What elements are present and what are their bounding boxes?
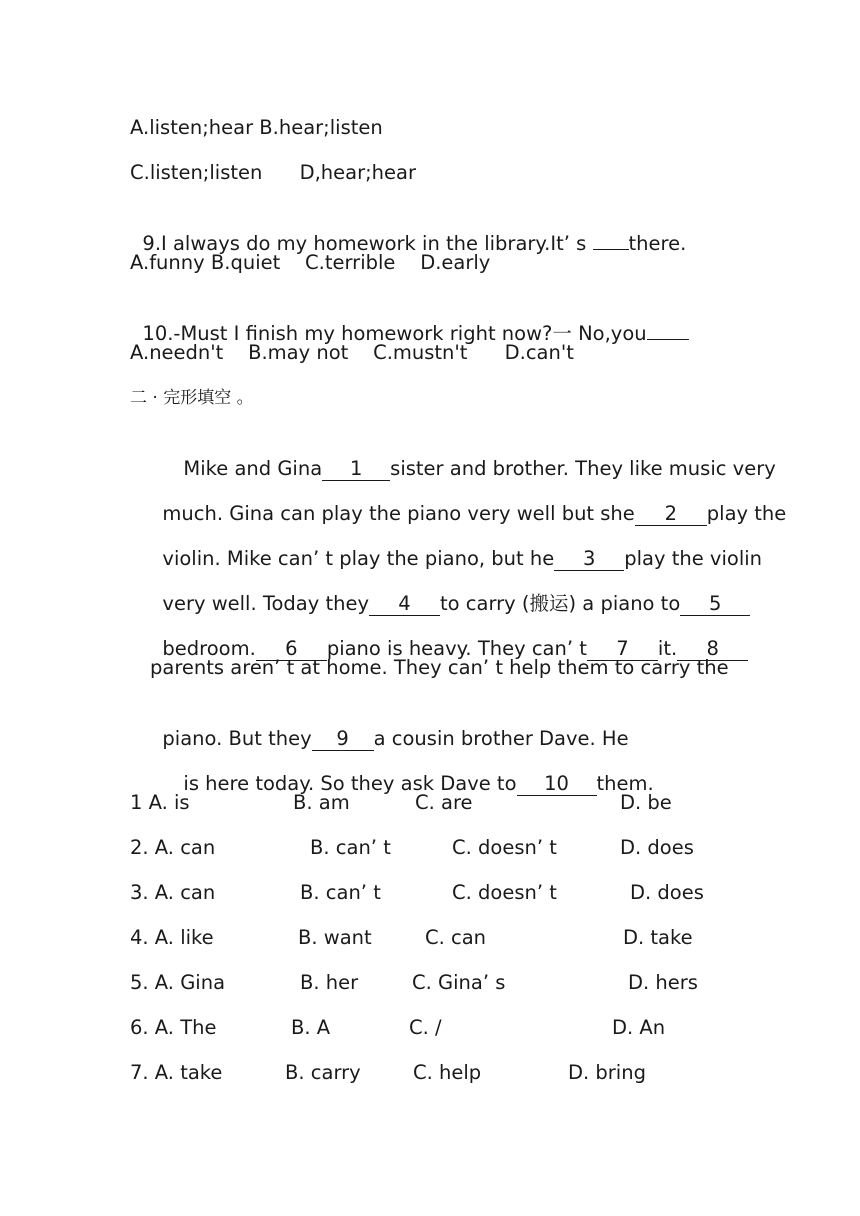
question-9-options: A.funny B.quiet C.terrible D.early: [130, 251, 491, 274]
option-d[interactable]: D. be: [620, 791, 672, 814]
option-b[interactable]: B. want: [298, 926, 372, 949]
option-b[interactable]: B. A: [291, 1016, 331, 1039]
passage-line-7: [150, 700, 629, 750]
option-d[interactable]: D. bring: [568, 1061, 646, 1084]
question-9: [130, 205, 687, 255]
prev-options-line-2: C.listen;listen D,hear;hear: [130, 161, 416, 184]
option-c[interactable]: C. /: [409, 1016, 442, 1039]
option-a[interactable]: 3. A. can: [130, 881, 216, 904]
passage-text: is here today. So they ask Dave to: [183, 772, 517, 795]
question-10-stem: 10.-Must I finish my homework right now?一 No,you: [142, 322, 647, 345]
option-b[interactable]: B. am: [293, 791, 350, 814]
option-d[interactable]: D. take: [623, 926, 693, 949]
option-a[interactable]: 2. A. can: [130, 836, 216, 859]
option-d[interactable]: D. hers: [628, 971, 698, 994]
passage-line-5: [150, 610, 748, 660]
question-10-options: A.needn't B.may not C.mustn't D.can't: [130, 341, 574, 364]
question-row-5: [130, 970, 750, 996]
passage-text: very well. Today they: [162, 592, 370, 615]
option-c[interactable]: C. Gina’ s: [412, 971, 506, 994]
option-d[interactable]: D. does: [630, 881, 704, 904]
cloze-blank-7[interactable]: 7: [587, 638, 658, 661]
passage-text: a cousin brother Dave. He: [373, 727, 629, 750]
cloze-blank-10[interactable]: 10: [517, 773, 597, 796]
passage-text: them.: [596, 772, 654, 795]
question-row-6: [130, 1015, 750, 1041]
option-a[interactable]: 6. A. The: [130, 1016, 217, 1039]
option-a[interactable]: 4. A. like: [130, 926, 214, 949]
option-d[interactable]: D. An: [612, 1016, 666, 1039]
option-b[interactable]: B. can’ t: [310, 836, 391, 859]
passage-text: sister and brother. They like music very: [390, 457, 776, 480]
question-row-1: [130, 790, 750, 816]
cloze-blank-4[interactable]: 4: [369, 593, 440, 616]
cloze-blank-8[interactable]: 8: [677, 638, 748, 661]
question-9-stem-end: there.: [628, 232, 687, 255]
passage-text: play the: [706, 502, 787, 525]
option-c[interactable]: C. doesn’ t: [452, 881, 557, 904]
passage-text: bedroom.: [162, 637, 256, 660]
passage-text: much. Gina can play the piano very well but she: [162, 502, 635, 525]
question-10-blank[interactable]: [647, 339, 689, 340]
option-b[interactable]: B. can’ t: [300, 881, 381, 904]
passage-text: Mike and Gina: [183, 457, 323, 480]
option-a[interactable]: 7. A. take: [130, 1061, 223, 1084]
prev-options-line-1: A.listen;hear B.hear;listen: [130, 116, 383, 139]
question-10: [130, 295, 689, 345]
question-row-2: [130, 835, 750, 861]
option-c[interactable]: C. are: [415, 791, 473, 814]
option-d[interactable]: D. does: [620, 836, 694, 859]
option-c[interactable]: C. help: [413, 1061, 482, 1084]
passage-text: play the violin: [624, 547, 763, 570]
option-c[interactable]: C. doesn’ t: [452, 836, 557, 859]
section-title: 二 · 完形填空 。: [130, 388, 254, 408]
option-a[interactable]: 1 A. is: [130, 791, 190, 814]
passage-text: piano is heavy. They can’ t: [326, 637, 587, 660]
question-row-3: [130, 880, 750, 906]
cloze-blank-6[interactable]: 6: [256, 638, 327, 661]
passage-line-3: [150, 520, 763, 570]
cloze-blank-9[interactable]: 9: [312, 728, 374, 751]
passage-line-1: [171, 430, 776, 480]
cloze-blank-5[interactable]: 5: [680, 593, 750, 616]
passage-line-2: [150, 475, 787, 525]
question-9-blank[interactable]: [593, 249, 629, 250]
passage-text: violin. Mike can’ t play the piano, but he: [162, 547, 555, 570]
passage-text: to carry (搬运) a piano to: [440, 592, 681, 615]
option-a[interactable]: 5. A. Gina: [130, 971, 226, 994]
passage-text: it.: [657, 637, 678, 660]
option-b[interactable]: B. her: [300, 971, 359, 994]
question-row-4: [130, 925, 750, 951]
option-b[interactable]: B. carry: [285, 1061, 361, 1084]
passage-line-4: [150, 565, 750, 615]
option-c[interactable]: C. can: [425, 926, 487, 949]
question-9-stem: 9.I always do my homework in the library.It’ s: [142, 232, 593, 255]
cloze-blank-2[interactable]: 2: [635, 503, 707, 526]
cloze-blank-1[interactable]: 1: [322, 458, 390, 481]
passage-text: piano. But they: [162, 727, 312, 750]
question-row-7: [130, 1060, 750, 1086]
cloze-blank-3[interactable]: 3: [554, 548, 624, 571]
passage-line-8: [171, 745, 654, 795]
passage-line-6: parents aren’ t at home. They can’ t help them to carry the: [150, 656, 729, 679]
